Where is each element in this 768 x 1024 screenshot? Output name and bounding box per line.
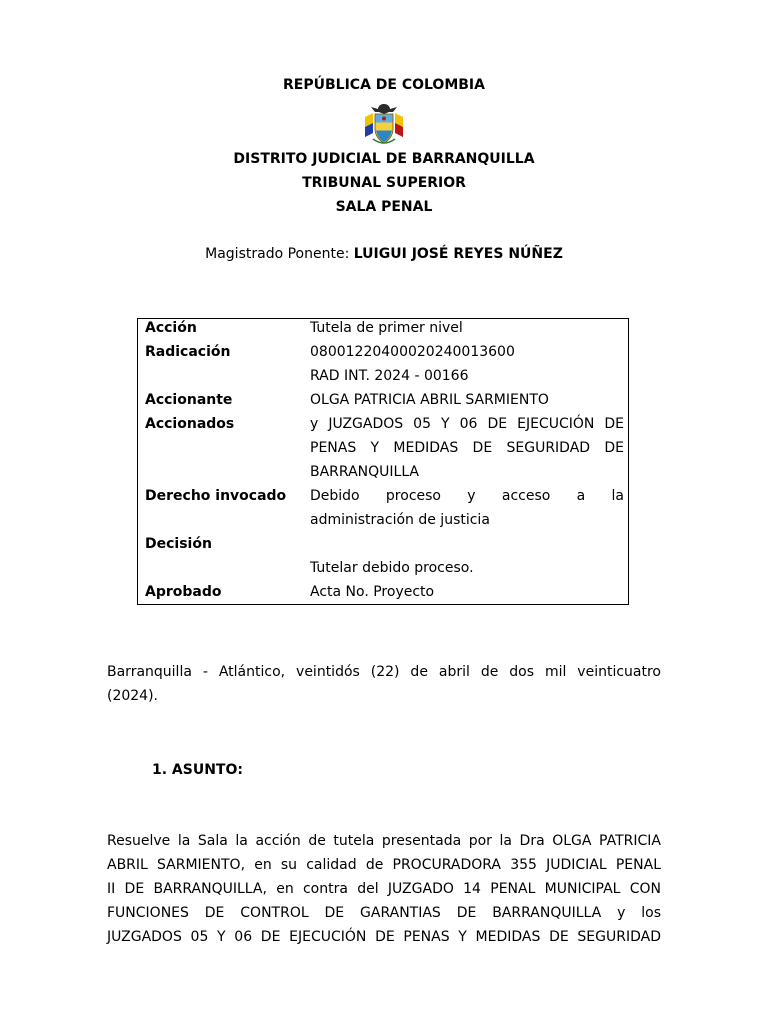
- accionante-value: OLGA PATRICIA ABRIL SARMIENTO: [310, 392, 549, 408]
- decision-value: Tutelar debido proceso.: [310, 560, 474, 576]
- derecho-line-2: administración de justicia: [310, 512, 490, 528]
- accionados-line-2: PENAS Y MEDIDAS DE SEGURIDAD DE: [310, 440, 624, 456]
- case-info-table: [137, 318, 629, 605]
- decision-label: Decisión: [145, 536, 212, 552]
- asunto-line: JUZGADOS 05 Y 06 DE EJECUCIÓN DE PENAS Y MEDIDAS DE SEGURIDAD: [107, 929, 661, 945]
- accionados-label: Accionados: [145, 416, 235, 432]
- row-accionados-3: [138, 463, 628, 487]
- row-accion: [138, 319, 628, 343]
- row-radicacion: [138, 343, 628, 367]
- country-title: REPÚBLICA DE COLOMBIA: [283, 77, 485, 93]
- row-rad-int: [138, 367, 628, 391]
- district-title: DISTRITO JUDICIAL DE BARRANQUILLA: [233, 151, 535, 167]
- section-heading-asunto: 1. ASUNTO:: [152, 762, 243, 778]
- date-line-1: Barranquilla - Atlántico, veintidós (22) de abril de dos mil veinticuatro: [107, 664, 661, 680]
- ponente-label: Magistrado Ponente:: [205, 246, 350, 262]
- asunto-line: ABRIL SARMIENTO, en su calidad de PROCURADORA 355 JUDICIAL PENAL: [107, 857, 661, 873]
- date-line-2: (2024).: [107, 688, 159, 704]
- row-decision: [138, 535, 628, 559]
- row-decision-value: [138, 559, 628, 583]
- accionados-line-1: y JUZGADOS 05 Y 06 DE EJECUCIÓN DE: [310, 416, 624, 432]
- ponente-name: LUIGUI JOSÉ REYES NÚÑEZ: [353, 246, 563, 262]
- rad-int-value: RAD INT. 2024 - 00166: [310, 368, 469, 384]
- row-aprobado: [138, 583, 628, 607]
- row-accionante: [138, 391, 628, 415]
- accion-label: Acción: [145, 320, 197, 336]
- accion-value: Tutela de primer nivel: [310, 320, 463, 336]
- radicacion-value: 08001220400020240013600: [310, 344, 515, 360]
- row-accionados: [138, 415, 628, 439]
- asunto-line: II DE BARRANQUILLA, en contra del JUZGADO 14 PENAL MUNICIPAL CON: [107, 881, 661, 897]
- aprobado-value: Acta No. Proyecto: [310, 584, 435, 600]
- accionados-line-3: BARRANQUILLA: [310, 464, 420, 480]
- magistrado-ponente: [0, 246, 768, 262]
- accionante-label: Accionante: [145, 392, 233, 408]
- row-accionados-2: [138, 439, 628, 463]
- court-title: TRIBUNAL SUPERIOR: [302, 175, 466, 191]
- row-derecho-2: [138, 511, 628, 535]
- aprobado-label: Aprobado: [145, 584, 222, 600]
- date-paragraph: [107, 660, 661, 708]
- asunto-paragraph: [107, 829, 661, 949]
- colombia-coat-of-arms-icon: [361, 103, 407, 145]
- asunto-line: Resuelve la Sala la acción de tutela presentada por la Dra OLGA PATRICIA: [107, 833, 661, 849]
- chamber-title: SALA PENAL: [335, 199, 433, 215]
- derecho-label: Derecho invocado: [145, 488, 287, 504]
- asunto-line: FUNCIONES DE CONTROL DE GARANTIAS DE BARRANQUILLA y los: [107, 905, 661, 921]
- radicacion-label: Radicación: [145, 344, 231, 360]
- row-derecho: [138, 487, 628, 511]
- derecho-line-1: Debido proceso y acceso a la: [310, 488, 624, 504]
